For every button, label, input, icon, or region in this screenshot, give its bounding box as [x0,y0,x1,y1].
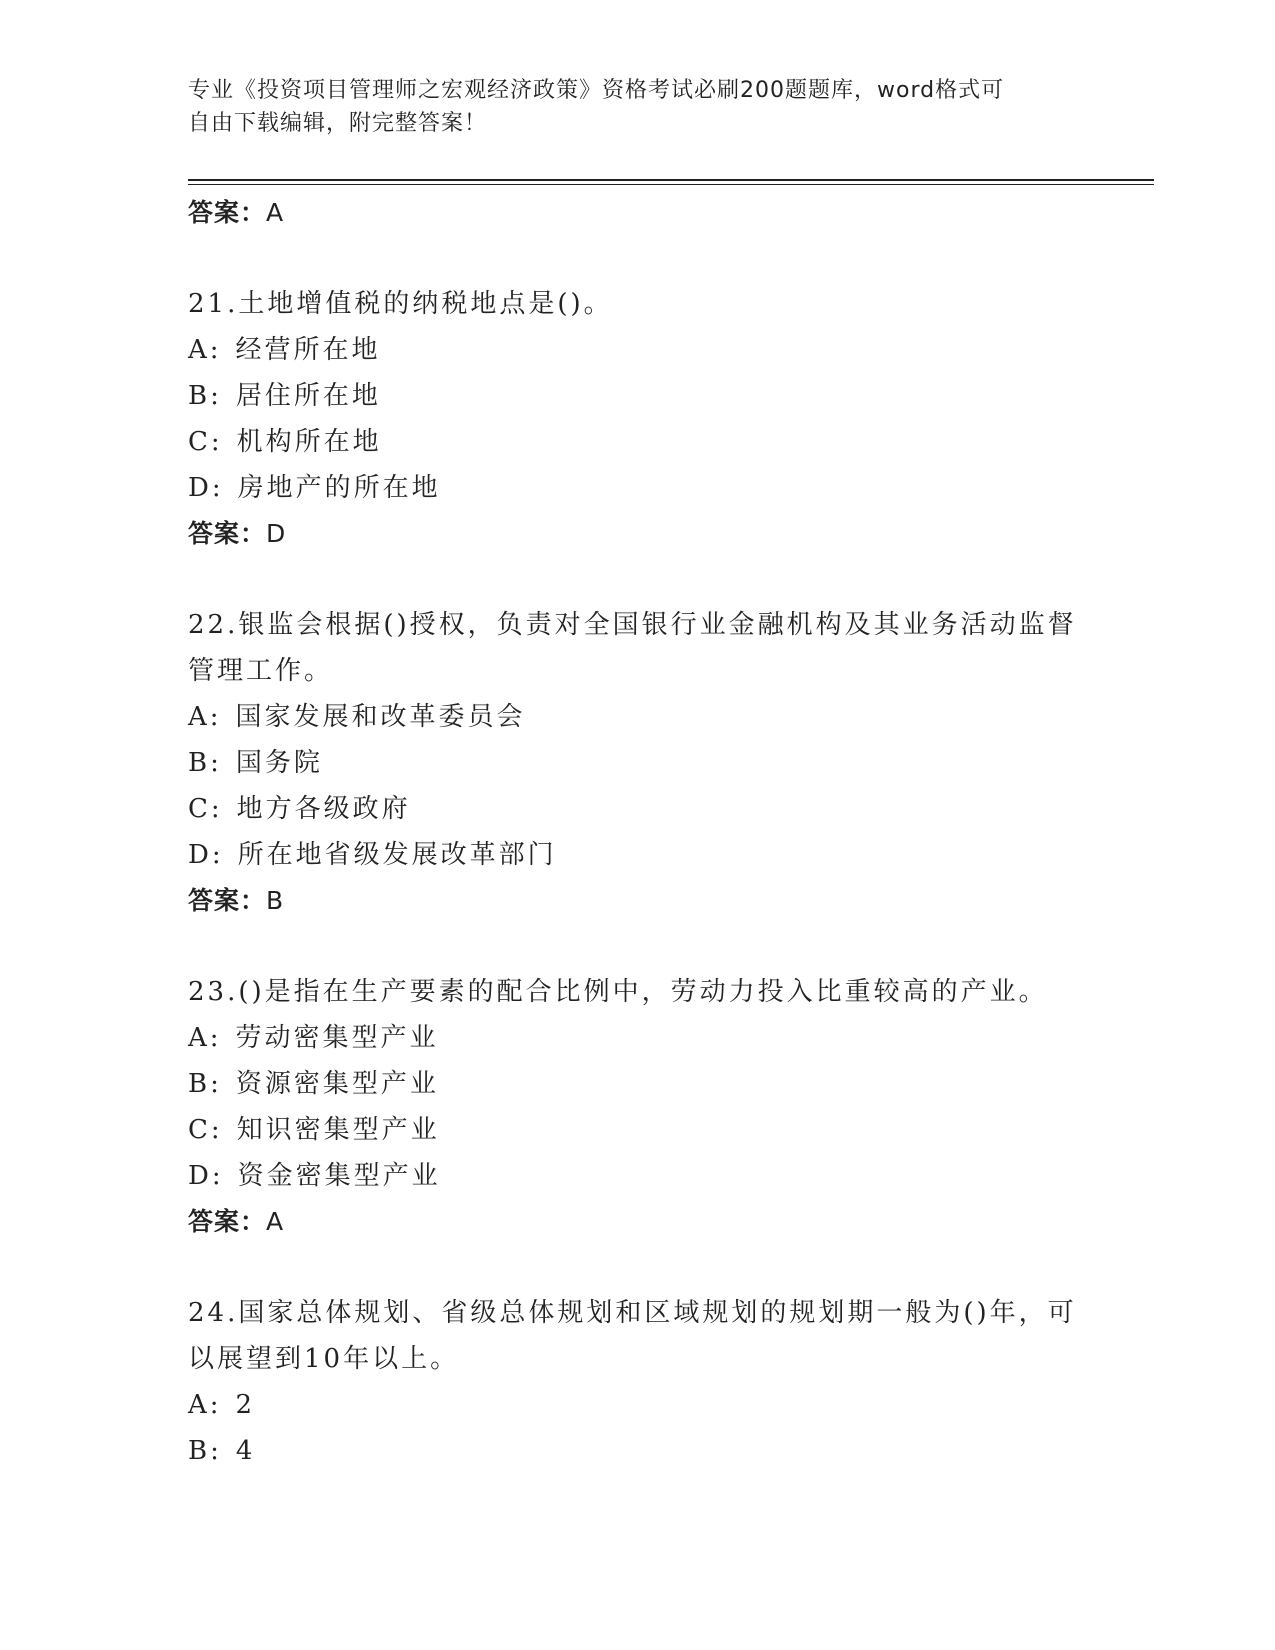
answer-line [188,190,1088,236]
option-text: 2 [235,1390,256,1420]
option-item [188,694,1088,740]
option-text: 知识密集型产业 [236,1115,440,1145]
option-letter: C: [188,794,223,824]
option-text: 4 [235,1436,256,1466]
option-text: 机构所在地 [236,427,382,457]
answer-value: A [266,198,285,227]
option-item [188,1382,1088,1428]
question-text: 21.土地增值税的纳税地点是()。 [188,289,613,319]
header-divider-thick [188,179,1154,181]
option-text: 资金密集型产业 [237,1161,441,1191]
option-text: 国家发展和改革委员会 [235,702,526,732]
document-header [188,74,1088,140]
option-letter: D: [188,473,224,503]
option-letter: B: [188,381,222,411]
spacer [188,236,1088,281]
option-item [188,832,1088,878]
option-letter: B: [188,1436,222,1466]
option-letter: C: [188,427,223,457]
document-body [188,190,1088,1474]
option-letter: A: [188,702,222,732]
answer-value: A [266,1207,285,1236]
option-text: 国务院 [235,748,323,778]
option-item [188,1428,1088,1474]
option-text: 所在地省级发展改革部门 [237,840,557,870]
option-text: 居住所在地 [235,381,381,411]
question-block [188,281,1088,557]
option-item [188,373,1088,419]
header-line-1: 专业《投资项目管理师之宏观经济政策》资格考试必刷200题题库，word格式可 [188,78,1005,103]
option-text: 资源密集型产业 [235,1069,439,1099]
header-divider-thin [188,184,1154,185]
option-letter: D: [188,840,224,870]
option-text: 房地产的所在地 [237,473,441,503]
question-text: 23.()是指在生产要素的配合比例中，劳动力投入比重较高的产业。 [188,977,1048,1007]
option-letter: B: [188,748,222,778]
option-text: 地方各级政府 [236,794,411,824]
option-item [188,327,1088,373]
answer-label: 答案： [188,886,267,915]
spacer [188,557,1088,602]
answer-value: B [266,886,285,915]
option-item [188,1015,1088,1061]
answer-label: 答案： [188,519,267,548]
spacer [188,1245,1088,1290]
option-item [188,786,1088,832]
answer-line [188,1199,1088,1245]
answer-line [188,511,1088,557]
question-text: 24.国家总体规划、省级总体规划和区域规划的规划期一般为()年，可以展望到10年以上。 [188,1298,1077,1374]
option-item [188,419,1088,465]
option-letter: D: [188,1161,224,1191]
answer-value: D [266,519,287,548]
option-letter: C: [188,1115,223,1145]
option-item [188,740,1088,786]
question-text: 22.银监会根据()授权，负责对全国银行业金融机构及其业务活动监督管理工作。 [188,610,1077,686]
option-item [188,1061,1088,1107]
option-letter: A: [188,1023,222,1053]
spacer [188,924,1088,969]
question-block [188,602,1088,924]
option-letter: A: [188,1390,222,1420]
header-line-2: 自由下载编辑，附完整答案！ [188,111,488,136]
option-text: 劳动密集型产业 [235,1023,439,1053]
answer-label: 答案： [188,198,267,227]
option-text: 经营所在地 [235,335,381,365]
option-letter: A: [188,335,222,365]
option-item [188,1153,1088,1199]
option-item [188,1107,1088,1153]
question-block [188,1290,1088,1474]
option-item [188,465,1088,511]
question-block [188,969,1088,1245]
answer-label: 答案： [188,1207,267,1236]
answer-line [188,878,1088,924]
option-letter: B: [188,1069,222,1099]
